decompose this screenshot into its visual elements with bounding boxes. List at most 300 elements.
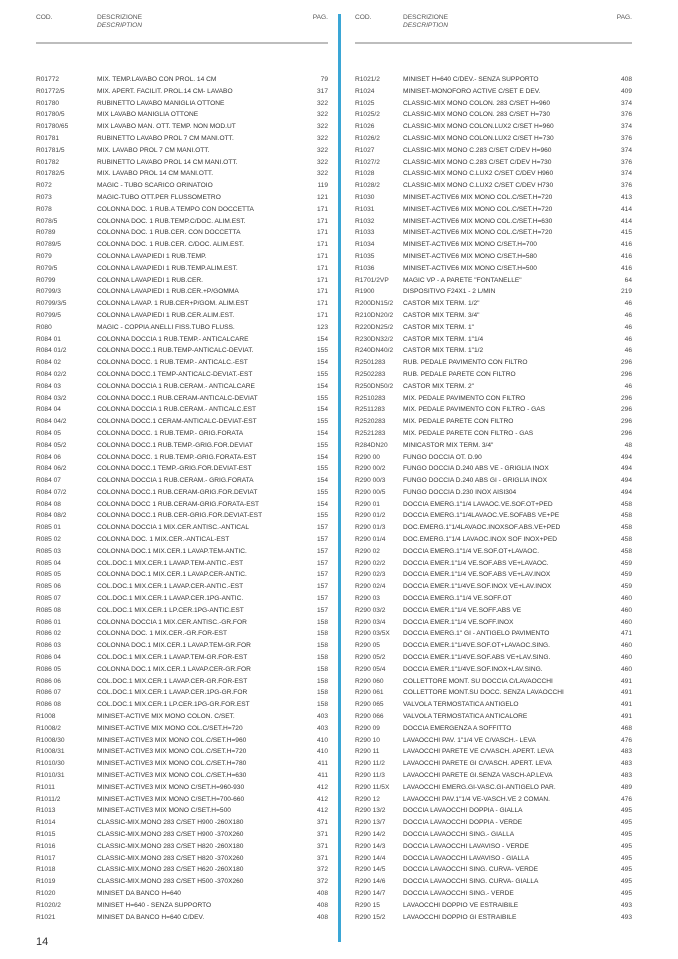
- code-cell: R084 07/2: [36, 488, 67, 496]
- page-cell: 415: [620, 229, 632, 237]
- page-cell: 371: [316, 854, 328, 862]
- code-cell: R01781: [36, 134, 60, 142]
- table-row: [36, 440, 328, 452]
- code-cell: R084 04: [36, 406, 61, 414]
- code-cell: R086 06: [36, 677, 61, 685]
- description-cell: LAVAOCCHI EMERG.GI-VASC.GI-ANTIGELO PAR.: [403, 783, 556, 791]
- description-cell: MINICASTOR MIX TERM. 3/4": [403, 441, 494, 449]
- code-cell: R290 11/3: [355, 772, 385, 780]
- page-cell: 171: [316, 205, 328, 213]
- description-cell: DOCCIA EMERG.1"1/4LAVAOC.VE.SOFABS VE+PE: [403, 512, 560, 520]
- page-cell: 371: [316, 842, 328, 850]
- description-cell: DOCCIA EMER.1"1/4 VE.SOF.ABS VE+LAVAOC.: [403, 559, 549, 567]
- description-cell: LAVAOCCHI PARETE VE C/VASCH. APERT. LEVA: [403, 748, 554, 756]
- code-cell: R290 11: [355, 748, 380, 756]
- page-cell: 79: [320, 76, 328, 83]
- description-cell: MIX. PEDALE PARETE CON FILTRO: [403, 418, 514, 426]
- table-row: [355, 876, 632, 888]
- description-cell: CLASSIC-MIX MONO COLON.LUX2 C/SET H=960: [403, 123, 554, 131]
- page-cell: 46: [624, 323, 632, 331]
- description-cell: MINISET-ACTIVE6 MIX MONO COL.C/SET.H=720: [403, 193, 553, 201]
- page-cell: 416: [620, 264, 632, 272]
- code-cell: R078: [36, 205, 52, 213]
- page-cell: 154: [316, 477, 328, 485]
- page-cell: 414: [620, 217, 632, 225]
- description-cell: CLASSIC-MIX MONO C.283 C/SET C/DEV H=960: [403, 146, 552, 154]
- table-row: [36, 204, 328, 216]
- page-cell: 494: [620, 477, 632, 485]
- code-cell: R084 08/2: [36, 512, 67, 520]
- description-cell: DOCCIA LAVAOCCHI SING.- VERDE: [403, 889, 514, 897]
- description-cell: COLONNA DOCCIA 1 RUB.CERAM.- ANTICALCARE: [97, 382, 255, 390]
- table-row: [36, 98, 328, 110]
- page-cell: 219: [620, 288, 632, 296]
- page-cell: 458: [620, 524, 632, 532]
- code-cell: R084 05/2: [36, 441, 67, 449]
- page-cell: 158: [316, 689, 328, 697]
- page-cell: 458: [620, 547, 632, 555]
- table-row: [36, 334, 328, 346]
- description-cell: CLASSIC-MIX.MONO 283 C/SET H620 -260X180: [97, 866, 244, 874]
- table-row: [36, 711, 328, 723]
- code-cell: R1024: [355, 87, 375, 95]
- code-cell: R210DN20/2: [355, 311, 394, 319]
- table-row: [36, 699, 328, 711]
- page-cell: 157: [316, 583, 328, 591]
- page-cell: 374: [620, 123, 632, 131]
- header-rule: [355, 42, 632, 44]
- description-cell: COLONNA LAVAP. 1 RUB.CER+P/GOM. ALIM.EST: [97, 300, 249, 308]
- description-cell: DOCCIA EMER.1"1/4 VE.SOF.ABS VE+LAV.INOX: [403, 571, 551, 579]
- description-cell: MINISET-ACTIVE6 MIX MONO C/SET.H=580: [403, 252, 537, 260]
- description-cell: DOCCIA EMER.1"1/4 VE.SOFF.INOX: [403, 618, 514, 626]
- page-cell: 46: [624, 300, 632, 308]
- description-cell: MINISET-ACTIVE3 MIX MONO COL.C/SET.H=780: [97, 760, 247, 768]
- page-cell: 491: [620, 713, 632, 721]
- code-cell: R1032: [355, 217, 375, 225]
- page-cell: 493: [620, 901, 632, 909]
- table-row: [355, 381, 632, 393]
- table-row: [36, 640, 328, 652]
- code-cell: R01782: [36, 158, 60, 166]
- description-cell: MAGIC-TUBO OTT.PER FLUSSOMETRO: [97, 193, 221, 201]
- description-cell: MINISET-ACTIVE6 MIX MONO C/SET.H=700: [403, 241, 537, 249]
- description-cell: COLONNA DOCC.1 CERAM-ANTICALC-DEVIAT-EST: [97, 418, 257, 426]
- table-row: [36, 746, 328, 758]
- description-cell: LAVAOCCHI DOPPIO GI ESTRAIBILE: [403, 913, 517, 921]
- table-row: [36, 452, 328, 464]
- description-cell: CASTOR MIX TERM. 3/4": [403, 311, 480, 319]
- table-row: [36, 263, 328, 275]
- description-cell: MINISET-ACTIVE MIX MONO COL.C/SET.H=720: [97, 724, 243, 732]
- code-cell: R0789/5: [36, 241, 61, 249]
- code-cell: R085 07: [36, 595, 61, 603]
- page-cell: 155: [316, 370, 328, 378]
- code-cell: R084 01: [36, 335, 61, 343]
- code-cell: R1016: [36, 842, 56, 850]
- description-cell: DOCCIA EMER.1"1/4VE.SOF.OT+LAVAOC.SING.: [403, 642, 551, 650]
- code-cell: R084 02: [36, 359, 61, 367]
- table-row: [355, 652, 632, 664]
- code-cell: R1027: [355, 146, 375, 154]
- description-cell: DOCCIA LAVAOCCHI DOPPIA - VERDE: [403, 819, 523, 827]
- table-row: [36, 298, 328, 310]
- table-row: [355, 817, 632, 829]
- table-row: [36, 510, 328, 522]
- table-row: [355, 487, 632, 499]
- code-cell: R290 14/5: [355, 866, 386, 874]
- code-cell: R1026/2: [355, 134, 380, 142]
- page-cell: 296: [620, 359, 632, 367]
- table-row: [355, 640, 632, 652]
- table-row: [36, 569, 328, 581]
- table-row: [36, 428, 328, 440]
- code-cell: R1010/30: [36, 760, 65, 768]
- code-cell: R084 07: [36, 477, 61, 485]
- table-row: [36, 735, 328, 747]
- table-row: [355, 510, 632, 522]
- code-cell: R290 01: [355, 500, 380, 508]
- table-row: [36, 617, 328, 629]
- code-cell: R084 01/2: [36, 347, 67, 355]
- table-row: [36, 345, 328, 357]
- code-cell: R290 02: [355, 547, 380, 555]
- description-cell: CASTOR MIX TERM. 1"1/4: [403, 335, 484, 343]
- page-cell: 157: [316, 595, 328, 603]
- description-cell: COLLETTORE MONT.SU DOCC. SENZA LAVAOCCHI: [403, 689, 564, 697]
- description-cell: MIX. PEDALE PARETE CON FILTRO - GAS: [403, 429, 534, 437]
- page-cell: 154: [316, 429, 328, 437]
- table-row: [355, 263, 632, 275]
- code-cell: R085 06: [36, 583, 61, 591]
- code-cell: R200DN15/2: [355, 300, 394, 308]
- description-cell: COLLETTORE MONT. SU DOCCIA C/LAVAOCCHI: [403, 677, 553, 685]
- page-cell: 322: [316, 111, 328, 119]
- page-cell: 408: [316, 901, 328, 909]
- page-cell: 322: [316, 146, 328, 154]
- code-cell: R290 14/4: [355, 854, 386, 862]
- description-cell: DOC.EMERG.1"1/4LAVAOC.INOXSOF.ABS.VE+PED: [403, 524, 561, 532]
- table-row: [355, 440, 632, 452]
- code-cell: R1019: [36, 878, 56, 886]
- description-cell: RUBINETTO LAVABO PROL 7 CM MANI.OTT.: [97, 134, 234, 142]
- code-cell: R290 05/2: [355, 654, 386, 662]
- page-cell: 491: [620, 689, 632, 697]
- description-cell: FUNGO DOCCIA OT. D.90: [403, 453, 482, 461]
- description-cell: MINISET-ACTIVE3 MIX MONO COL.C/SET.H=630: [97, 772, 247, 780]
- table-row: [355, 593, 632, 605]
- description-cell: MIX. PEDALE PAVIMENTO CON FILTRO: [403, 394, 526, 402]
- header-pag: PAG.: [312, 14, 328, 21]
- description-cell: DOCCIA LAVAOCCHI SING. CURVA- GIALLA: [403, 878, 539, 886]
- table-row: [36, 109, 328, 121]
- code-cell: R079: [36, 252, 52, 260]
- accent-divider: [338, 14, 341, 942]
- page-cell: 119: [317, 182, 328, 190]
- description-cell: DOCCIA EMERG.1"1/4 VE.SOFF.OT: [403, 595, 512, 603]
- description-cell: CLASSIC-MIX.MONO 283 C/SET H820 -370X260: [97, 854, 244, 862]
- page-cell: 410: [316, 736, 328, 744]
- description-cell: COLONNA LAVAPIEDI 1 RUB.TEMP.: [97, 252, 207, 260]
- table-row: [355, 180, 632, 192]
- code-cell: R290 03/2: [355, 606, 386, 614]
- table-row: [355, 794, 632, 806]
- page-cell: 155: [316, 418, 328, 426]
- table-row: [36, 475, 328, 487]
- description-cell: MAGIC - TUBO SCARICO ORINATOIO: [97, 182, 213, 190]
- code-cell: R2510283: [355, 394, 386, 402]
- page-cell: 495: [620, 889, 632, 897]
- table-row: [36, 723, 328, 735]
- page-cell: 64: [624, 276, 632, 284]
- table-row: [36, 664, 328, 676]
- description-cell: MINISET-ACTIVE3 MIX MONO C/SET.H=500: [97, 807, 231, 815]
- page-cell: 317: [316, 87, 328, 95]
- code-cell: R2521283: [355, 429, 386, 437]
- code-cell: R072: [36, 182, 52, 190]
- page-cell: 460: [620, 595, 632, 603]
- description-cell: COLONNA DOCC. 1 RUB.TEMP.-GRIG.FORATA-EST: [97, 453, 257, 461]
- code-cell: R250DN50/2: [355, 382, 394, 390]
- header-descrizione: DESCRIZIONE: [97, 14, 143, 21]
- code-cell: R1027/2: [355, 158, 380, 166]
- description-cell: VALVOLA TERMOSTATICA ANTIGELO: [403, 701, 519, 709]
- table-row: [355, 404, 632, 416]
- table-row: [355, 617, 632, 629]
- table-row: [36, 145, 328, 157]
- table-row: [355, 216, 632, 228]
- table-row: [36, 770, 328, 782]
- code-cell: R1030: [355, 193, 375, 201]
- table-row: [36, 239, 328, 251]
- table-row: [355, 345, 632, 357]
- code-cell: R290 14/7: [355, 889, 386, 897]
- table-row: [355, 558, 632, 570]
- page-cell: 412: [316, 795, 328, 803]
- header-description: DESCRIPTION: [403, 22, 449, 29]
- code-cell: R085 08: [36, 606, 61, 614]
- code-cell: R085 01: [36, 524, 61, 532]
- code-cell: R1014: [36, 819, 56, 827]
- description-cell: MINISET-ACTIVE MIX MONO COLON. C/SET.: [97, 713, 235, 721]
- description-cell: CLASSIC-MIX MONO COLON.LUX2 C/SET H=730: [403, 134, 554, 142]
- description-cell: LAVAOCCHI DOPPIO VE ESTRAIBILE: [403, 901, 519, 909]
- page-cell: 411: [317, 772, 328, 780]
- table-row: [36, 86, 328, 98]
- code-cell: R086 03: [36, 642, 61, 650]
- code-cell: R290 15: [355, 901, 380, 909]
- description-cell: MINISET-ACTIVE6 MIX MONO C/SET.H=500: [403, 264, 537, 272]
- page-cell: 372: [316, 878, 328, 886]
- table-row: [36, 251, 328, 263]
- page-cell: 494: [620, 453, 632, 461]
- page-cell: 458: [620, 500, 632, 508]
- page-cell: 296: [620, 394, 632, 402]
- code-cell: R284DN20: [355, 441, 388, 449]
- page-cell: 468: [620, 724, 632, 732]
- table-row: [355, 522, 632, 534]
- code-cell: R0799/3: [36, 288, 61, 296]
- table-row: [36, 180, 328, 192]
- table-row: [355, 334, 632, 346]
- description-cell: DISPOSITIVO F24X1 - 2 L/MIN: [403, 288, 496, 296]
- table-row: [36, 782, 328, 794]
- code-cell: R290 060: [355, 677, 384, 685]
- page-cell: 414: [620, 205, 632, 213]
- description-cell: COLONNA DOCCIA 1 MIX.CER.ANTISC.-GR.FOR: [97, 618, 247, 626]
- page-cell: 476: [620, 736, 632, 744]
- description-cell: COLONNA DOCC 1 RUB.CERAM-GRIG.FORATA-EST: [97, 500, 260, 508]
- description-cell: LAVAOCCHI PAV. 1"1/4 VE C/VASCH.- LEVA: [403, 736, 536, 744]
- table-row: [355, 463, 632, 475]
- page-cell: 458: [620, 512, 632, 520]
- table-row: [36, 381, 328, 393]
- description-cell: COLONNA LAVAPIEDI 1 RUB.CER.ALIM.EST.: [97, 311, 235, 319]
- page-cell: 459: [620, 559, 632, 567]
- code-cell: R1008/31: [36, 748, 65, 756]
- page-cell: 154: [316, 335, 328, 343]
- code-cell: R290 09: [355, 724, 380, 732]
- header-cod: COD.: [355, 14, 372, 21]
- description-cell: DOCCIA EMER.1"1/4VE.SOF.INOX VE+LAV.INOX: [403, 583, 552, 591]
- description-cell: DOCCIA EMERG.1" GI - ANTIGELO PAVIMENTO: [403, 630, 550, 638]
- table-row: [355, 369, 632, 381]
- description-cell: COL.DOC.1 MIX.CER.1 LAVAP.CER.1PG-ANTIC.: [97, 595, 244, 603]
- page-cell: 158: [316, 677, 328, 685]
- page-cell: 460: [620, 665, 632, 673]
- description-cell: MINISET H=640 C/DEV.- SENZA SUPPORTO: [403, 76, 539, 83]
- description-cell: COL.DOC.1 MIX.CER.1 LP.CER.1PG-ANTIC.EST: [97, 606, 244, 614]
- page-cell: 158: [316, 630, 328, 638]
- page-cell: 46: [624, 335, 632, 343]
- table-row: [355, 74, 632, 86]
- code-cell: R1034: [355, 241, 375, 249]
- table-row: [355, 723, 632, 735]
- code-cell: R084 04/2: [36, 418, 67, 426]
- code-cell: R290 00/3: [355, 477, 386, 485]
- table-row: [36, 605, 328, 617]
- page-cell: 157: [316, 606, 328, 614]
- code-cell: R086 02: [36, 630, 61, 638]
- code-cell: R086 07: [36, 689, 61, 697]
- description-cell: MINISET-ACTIVE3 MIX MONO COL.C/SET.H=720: [97, 748, 247, 756]
- page-cell: 154: [316, 382, 328, 390]
- description-cell: COLONNA DOCCIA 1 RUB.TEMP.- ANTICALCARE: [97, 335, 249, 343]
- table-row: [355, 322, 632, 334]
- description-cell: COLONNA DOCC.1 RUB.CERAM-ANTICALC-DEVIAT: [97, 394, 258, 402]
- page-cell: 374: [620, 146, 632, 154]
- description-cell: COL.DOC.1 MIX.CER.1 LAVAP.CER-GR.FOR-EST: [97, 677, 248, 685]
- description-cell: MINISET-ACTIVE6 MIX MONO COL.C/SET.H=720: [403, 205, 553, 213]
- table-row: [355, 499, 632, 511]
- page-cell: 495: [620, 854, 632, 862]
- page-cell: 476: [620, 795, 632, 803]
- page-cell: 372: [316, 866, 328, 874]
- page-cell: 459: [620, 583, 632, 591]
- page-cell: 171: [316, 241, 328, 249]
- table-row: [355, 475, 632, 487]
- description-cell: RUB. PEDALE PAVIMENTO CON FILTRO: [403, 359, 528, 367]
- page-cell: 495: [620, 866, 632, 874]
- description-cell: MINISET-MONOFORO ACTIVE C/SET E DEV.: [403, 87, 541, 95]
- page-cell: 491: [620, 701, 632, 709]
- description-cell: DOCCIA EMER.1"1/4VE.SOF.INOX+LAV.SING.: [403, 665, 543, 673]
- table-row: [36, 133, 328, 145]
- description-cell: CLASSIC-MIX.MONO 283 C/SET H820 -260X180: [97, 842, 244, 850]
- table-row: [355, 121, 632, 133]
- description-cell: MIX. PEDALE PAVIMENTO CON FILTRO - GAS: [403, 406, 546, 414]
- code-cell: R290 13/7: [355, 819, 386, 827]
- page-cell: 460: [620, 606, 632, 614]
- code-cell: R085 05: [36, 571, 61, 579]
- page-cell: 483: [620, 760, 632, 768]
- description-cell: MAGIC VP - A PARETE "FONTANELLE": [403, 276, 522, 284]
- code-cell: R078/5: [36, 217, 58, 225]
- table-row: [355, 676, 632, 688]
- code-cell: R1026: [355, 123, 375, 131]
- table-row: [355, 98, 632, 110]
- code-cell: R084 03/2: [36, 394, 67, 402]
- table-row: [355, 428, 632, 440]
- description-cell: CASTOR MIX TERM. 1"1/2: [403, 347, 484, 355]
- description-cell: MINISET-ACTIVE6 MIX MONO COL.C/SET.H=630: [403, 217, 553, 225]
- table-row: [36, 121, 328, 133]
- description-cell: CASTOR MIX TERM. 1/2": [403, 300, 480, 308]
- page-cell: 495: [620, 819, 632, 827]
- page-cell: 157: [316, 571, 328, 579]
- code-cell: R084 03: [36, 382, 61, 390]
- table-row: [355, 534, 632, 546]
- page-cell: 154: [316, 406, 328, 414]
- code-cell: R01772/5: [36, 87, 65, 95]
- table-row: [36, 310, 328, 322]
- page-cell: 171: [316, 311, 328, 319]
- table-row: [36, 900, 328, 912]
- table-row: [36, 628, 328, 640]
- code-cell: R2520283: [355, 418, 386, 426]
- code-cell: R086 05: [36, 665, 61, 673]
- description-cell: LAVAOCCHI PARETE GI C/VASCH. APERT. LEVA: [403, 760, 552, 768]
- table-row: [355, 393, 632, 405]
- table-row: [36, 463, 328, 475]
- page-cell: 495: [620, 842, 632, 850]
- table-body: [355, 74, 632, 923]
- page-cell: 157: [316, 524, 328, 532]
- table-row: [355, 864, 632, 876]
- table-row: [36, 758, 328, 770]
- page-cell: 48: [624, 441, 632, 449]
- page-cell: 171: [316, 217, 328, 225]
- description-cell: COL.DOC.1 MIX.CER.1 LAVAP.TEM-GR.FOR-EST: [97, 654, 248, 662]
- page-cell: 157: [316, 559, 328, 567]
- page-cell: 322: [316, 123, 328, 131]
- description-cell: COLONNA DOCCIA 1 RUB.CERAM.- ANTICALC.EST: [97, 406, 257, 414]
- table-row: [36, 853, 328, 865]
- description-cell: DOCCIA EMER.1"1/4VE.SOF.ABS VE+LAV.SING.: [403, 654, 551, 662]
- description-cell: MIX. LAVABO PROL 14 CM MANI.OTT.: [97, 170, 214, 178]
- code-cell: R290 10: [355, 736, 380, 744]
- description-cell: COL.DOC.1 MIX.CER.1 LP.CER.1PG-GR.FOR.EST: [97, 701, 250, 709]
- description-cell: MIX. APERT. FACILIT. PROL.14 CM- LAVABO: [97, 87, 233, 95]
- table-row: [36, 487, 328, 499]
- table-row: [36, 876, 328, 888]
- code-cell: R290 02/3: [355, 571, 386, 579]
- description-cell: MINISET-ACTIVE3 MIX MONO C/SET.H=960-930: [97, 783, 245, 791]
- table-row: [355, 145, 632, 157]
- description-cell: MINISET-ACTIVE3 MIX MONO COL.C/SET.H=960: [97, 736, 247, 744]
- description-cell: CLASSIC-MIX MONO C.283 C/SET C/DEV H=730: [403, 158, 552, 166]
- page-cell: 158: [316, 654, 328, 662]
